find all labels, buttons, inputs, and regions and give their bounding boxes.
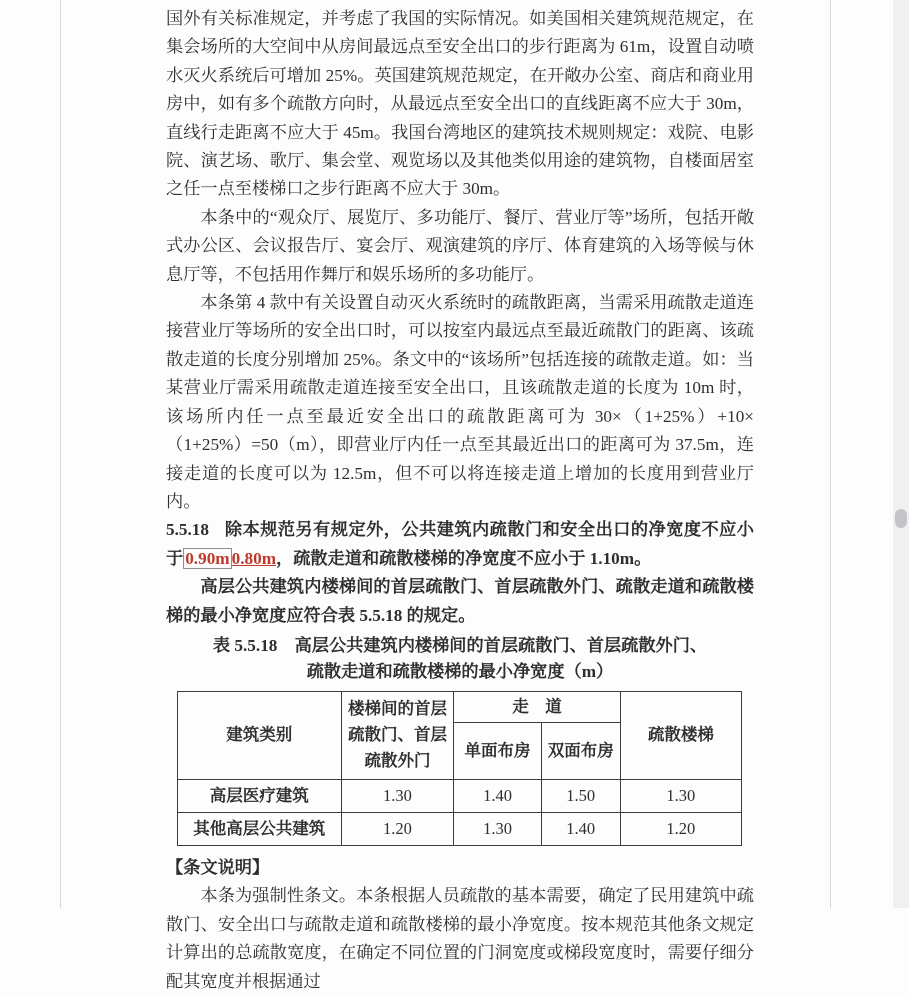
row-category: 其他高层公共建筑 [178,812,342,845]
page-edge-right [830,0,831,908]
page-edge-left [60,0,61,908]
cell-value: 1.30 [620,779,741,812]
paragraph-foreign-standards: 国外有关标准规定，并考虑了我国的实际情况。如美国相关建筑规范规定，在集会场所的大空间中从房间最远点至安全出口的步行距离为 61m，设置自动喷水灭火系统后可增加 25%。英国建筑规范规定，在开敞办公室、商店和商业用房中，如有多个疏散方向时，从最远点至安全出口的直线距离不应大于 30m，直线行走距离不应大于 45m。我国台湾地区的建筑技术规则规定：戏院、电影院、演艺场、歌厅、集会堂、观览场以及其他类似用途的建筑物，自楼面居室之任一点至楼梯口之步行距离不应大于 30m。 [166,9,754,199]
scrollbar-track[interactable] [893,0,909,908]
clause-number: 5.5.18 [166,520,209,540]
cell-value: 1.20 [341,812,454,845]
explanation-heading: 【条文说明】 [166,857,270,877]
revision-old-value: 0.90m [185,548,230,568]
header-building-category: 建筑类别 [178,691,342,779]
cell-value: 1.30 [341,779,454,812]
table-row-other-highrise-public [178,812,742,845]
cell-value: 1.50 [541,779,620,812]
clause-text-before: 除本规范另有规定外，公共建筑内疏散门和安全出口的净宽度不应小于 [166,520,754,568]
cell-value: 1.20 [620,812,741,845]
table-caption-line1: 表 5.5.18 高层公共建筑内楼梯间的首层疏散门、首层疏散外门、 [212,635,708,655]
scrollbar-thumb[interactable] [895,509,907,528]
cell-value: 1.40 [454,779,541,812]
revision-new-value: 0.80m [231,548,277,568]
header-corridor-single-side: 单面布房 [454,722,541,779]
clause-5-5-18-continued: 高层公共建筑内楼梯间的首层疏散门、首层疏散外门、疏散走道和疏散楼梯的最小净宽度应符合表 5.5.18 的规定。 [166,577,754,625]
table-caption [166,633,754,685]
table-row-highrise-medical [178,779,742,812]
document-page-content [166,5,754,996]
row-category: 高层医疗建筑 [178,779,342,812]
header-corridor-group: 走 道 [454,691,620,722]
paragraph-sprinkler-distance: 本条第 4 款中有关设置自动灭火系统时的疏散距离，当需采用疏散走道连接营业厅等场所的安全出口时，可以按室内最远点至最近疏散门的距离、该疏散走道的长度分别增加 25%。条文中的“该场所”包括连接的疏散走道。如：当某营业厅需采用疏散走道连接至安全出口，且该疏散走道的长度为 10m 时，该场所内任一点至最近安全出口的疏散距离可为 30×（1+25%）+10×（1+25%）=50（m），即营业厅内任一点至其最近出口的距离可为 37.5m，连接走道的长度可以为 12.5m，但不可以将连接走道上增加的长度用到营业厅内。 [166,293,754,511]
header-first-floor-doors: 楼梯间的首层疏散门、首层疏散外门 [341,691,454,779]
cell-value: 1.40 [541,812,620,845]
paragraph-hall-definition: 本条中的“观众厅、展览厅、多功能厅、餐厅、营业厅等”场所，包括开敞式办公区、会议报告厅、宴会厅、观演建筑的序厅、体育建筑的入场等候与休息厅等，不包括用作舞厅和娱乐场所的多功能厅。 [166,207,754,284]
header-evacuation-stairs: 疏散楼梯 [620,691,741,779]
table-5-5-18 [177,691,742,846]
header-corridor-double-side: 双面布房 [541,722,620,779]
explanation-paragraph: 本条为强制性条文。本条根据人员疏散的基本需要，确定了民用建筑中疏散门、安全出口与疏散走道和疏散楼梯的最小净宽度。按本规范其他条文规定计算出的总疏散宽度，在确定不同位置的门洞宽度或梯段宽度时，需要仔细分配其宽度并根据通过 [166,886,754,991]
cell-value: 1.30 [454,812,541,845]
clause-5-5-18 [166,516,754,573]
clause-text-after: ，疏散走道和疏散楼梯的净宽度不应小于 1.10m。 [276,548,652,568]
table-caption-line2: 疏散走道和疏散楼梯的最小净宽度（m） [306,661,614,681]
